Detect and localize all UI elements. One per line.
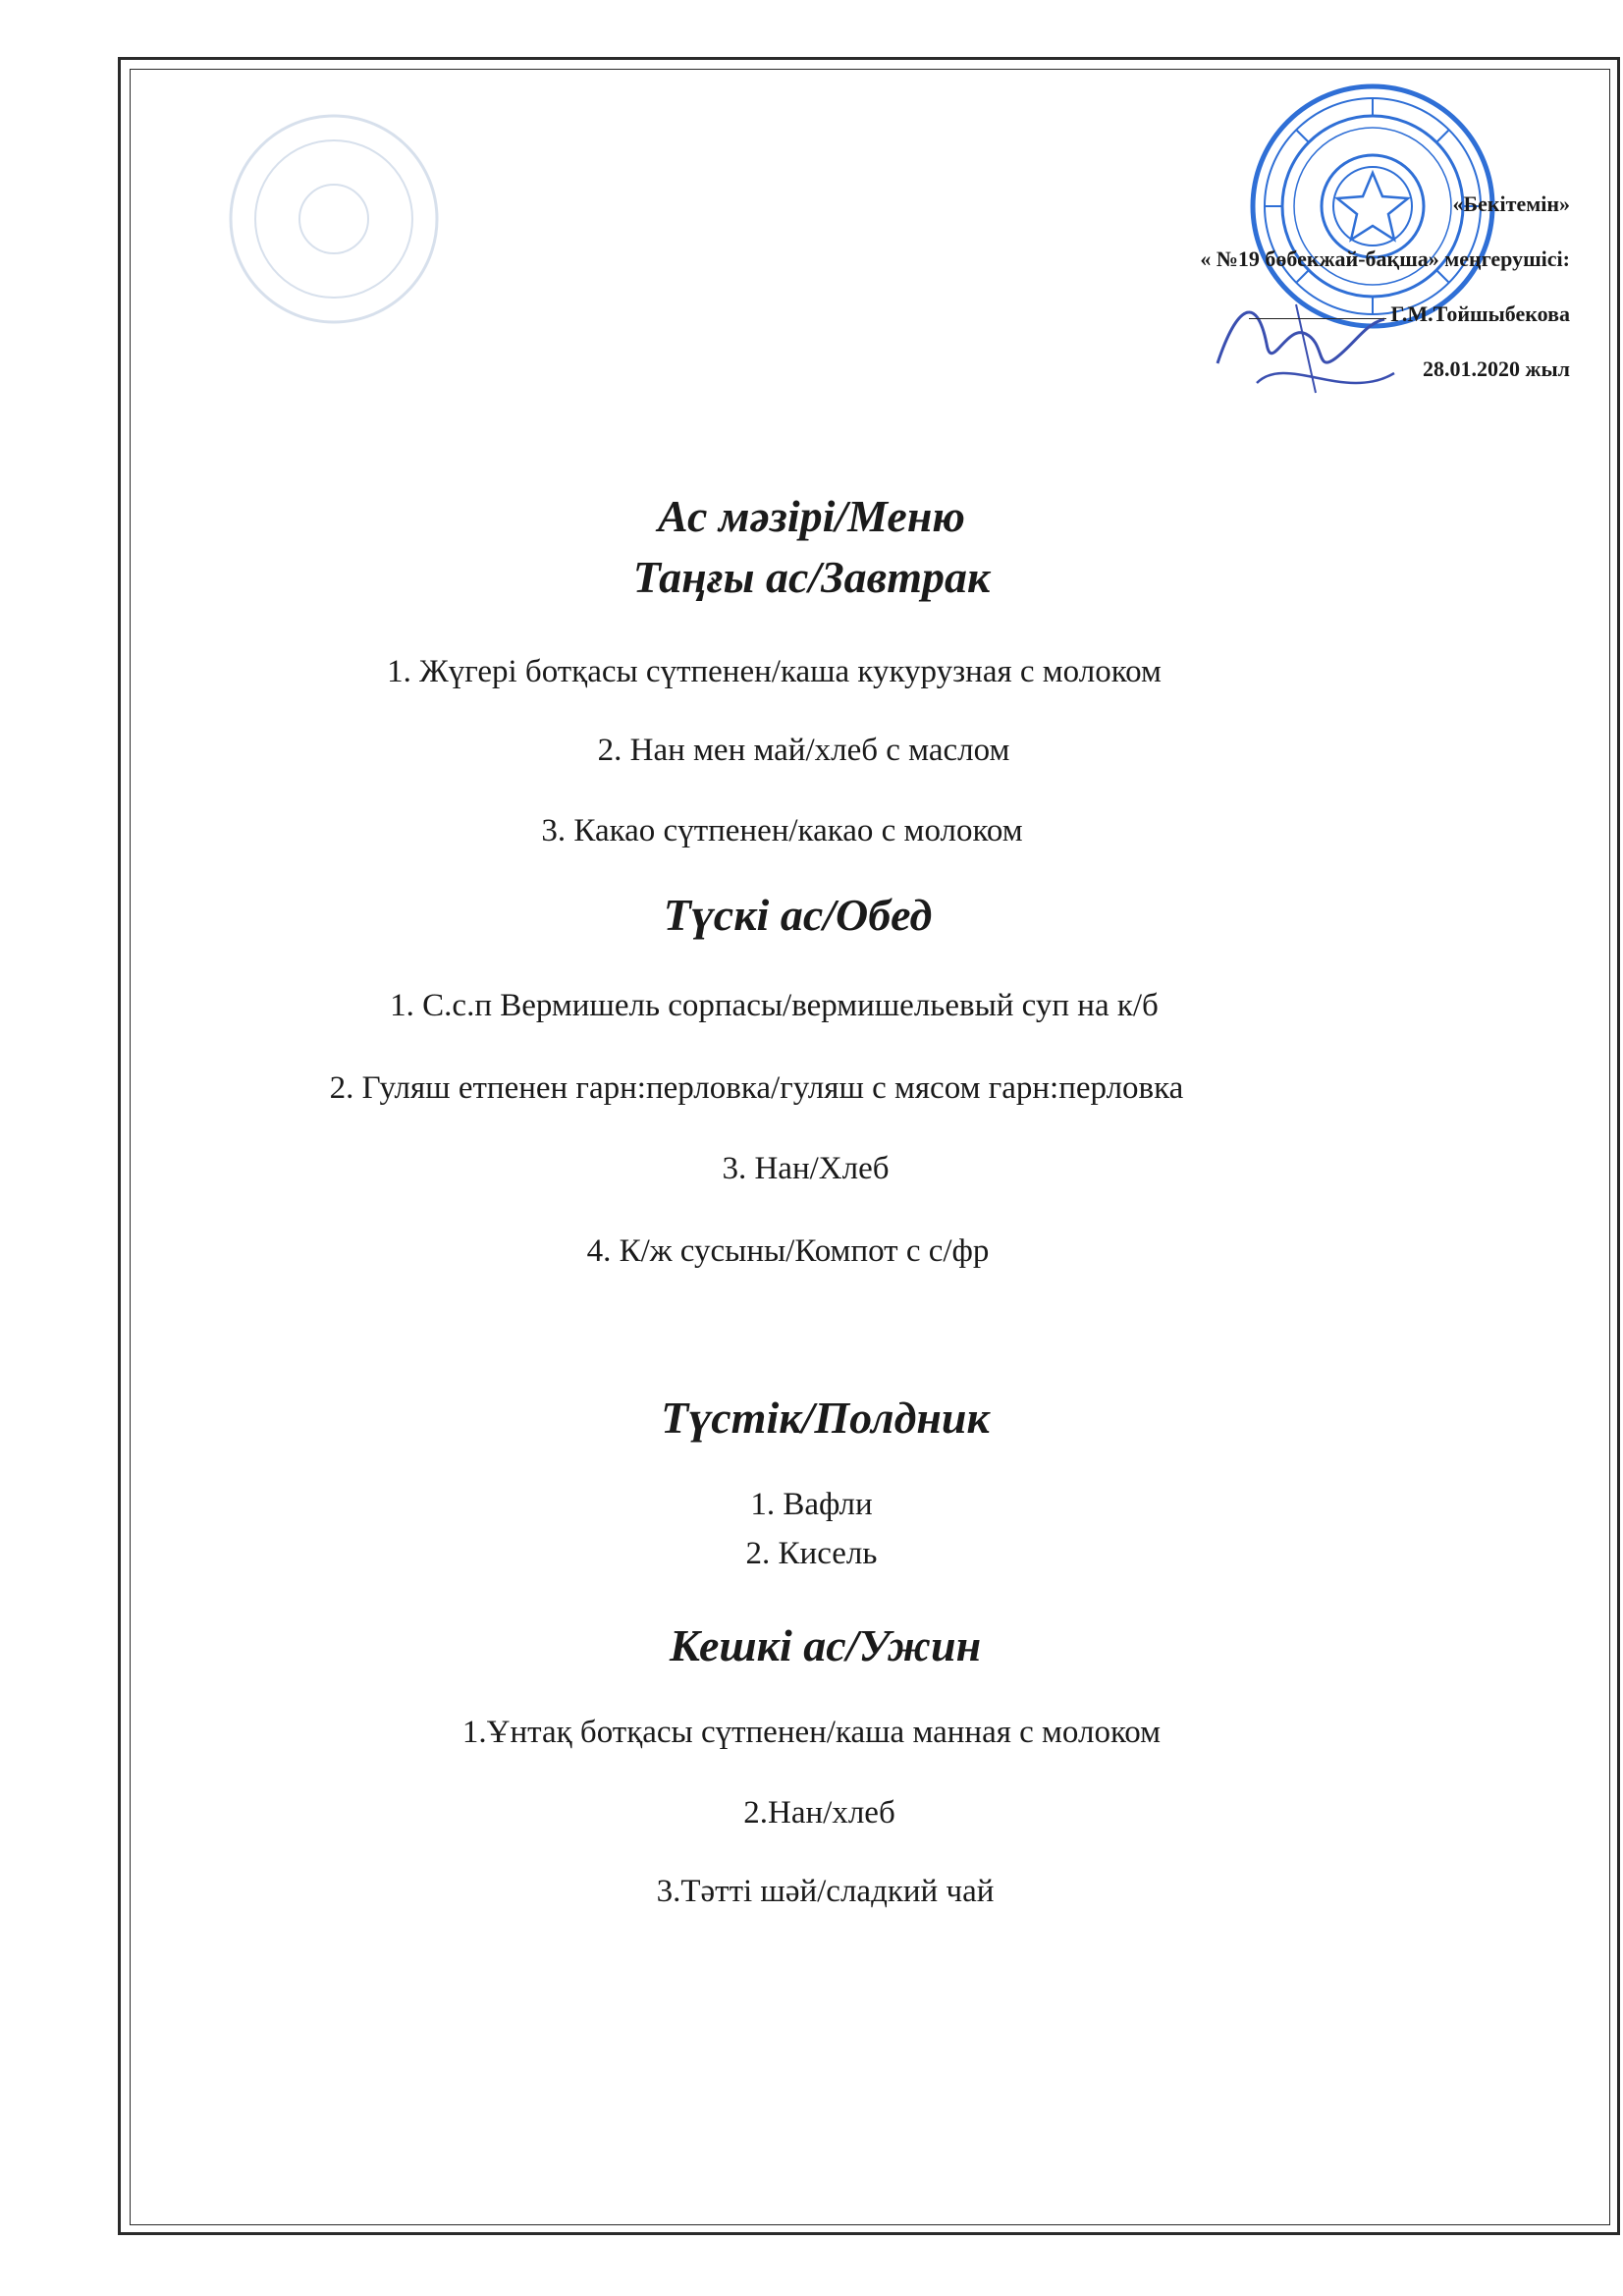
breakfast-item: 1. Жүгері ботқасы сүтпенен/каша кукурузная с молоком (387, 654, 1162, 689)
dinner-heading: Кешкі ас/Ужин (669, 1620, 982, 1670)
snack-item: 1. Вафли (750, 1487, 873, 1522)
approval-head-name: Г.М.Тойшыбекова (1390, 301, 1570, 326)
lunch-item: 4. К/ж сусыны/Компот с с/фр (586, 1233, 990, 1269)
approval-org: « №19 бөбекжай-бақша» меңгерушісі: (1200, 246, 1570, 271)
lunch-item: 2. Гуляш етпенен гарн:перловка/гуляш с мясом гарн:перловка (329, 1070, 1184, 1106)
breakfast-item: 2. Нан мен май/хлеб с маслом (597, 733, 1010, 768)
snack-heading: Түстік/Полдник (661, 1393, 990, 1443)
approval-title: «Бекітемін» (1452, 191, 1570, 216)
dinner-item: 3.Тәтті шәй/сладкий чай (656, 1874, 995, 1909)
snack-item: 2. Кисель (745, 1536, 878, 1571)
lunch-item: 3. Нан/Хлеб (722, 1151, 890, 1186)
breakfast-heading: Таңғы ас/Завтрак (632, 552, 991, 602)
approval-date: 28.01.2020 жыл (1423, 356, 1570, 381)
lunch-heading: Түскі ас/Обед (663, 890, 933, 940)
menu-title: Ас мәзірі/Меню (658, 491, 965, 541)
breakfast-item: 3. Какао сүтпенен/какао с молоком (541, 813, 1023, 848)
dinner-item: 2.Нан/хлеб (743, 1795, 895, 1831)
dinner-item: 1.Ұнтақ ботқасы сүтпенен/каша манная с молоком (461, 1715, 1162, 1750)
lunch-item: 1. С.с.п Вермишель сорпасы/вермишельевый суп на к/б (390, 988, 1159, 1023)
